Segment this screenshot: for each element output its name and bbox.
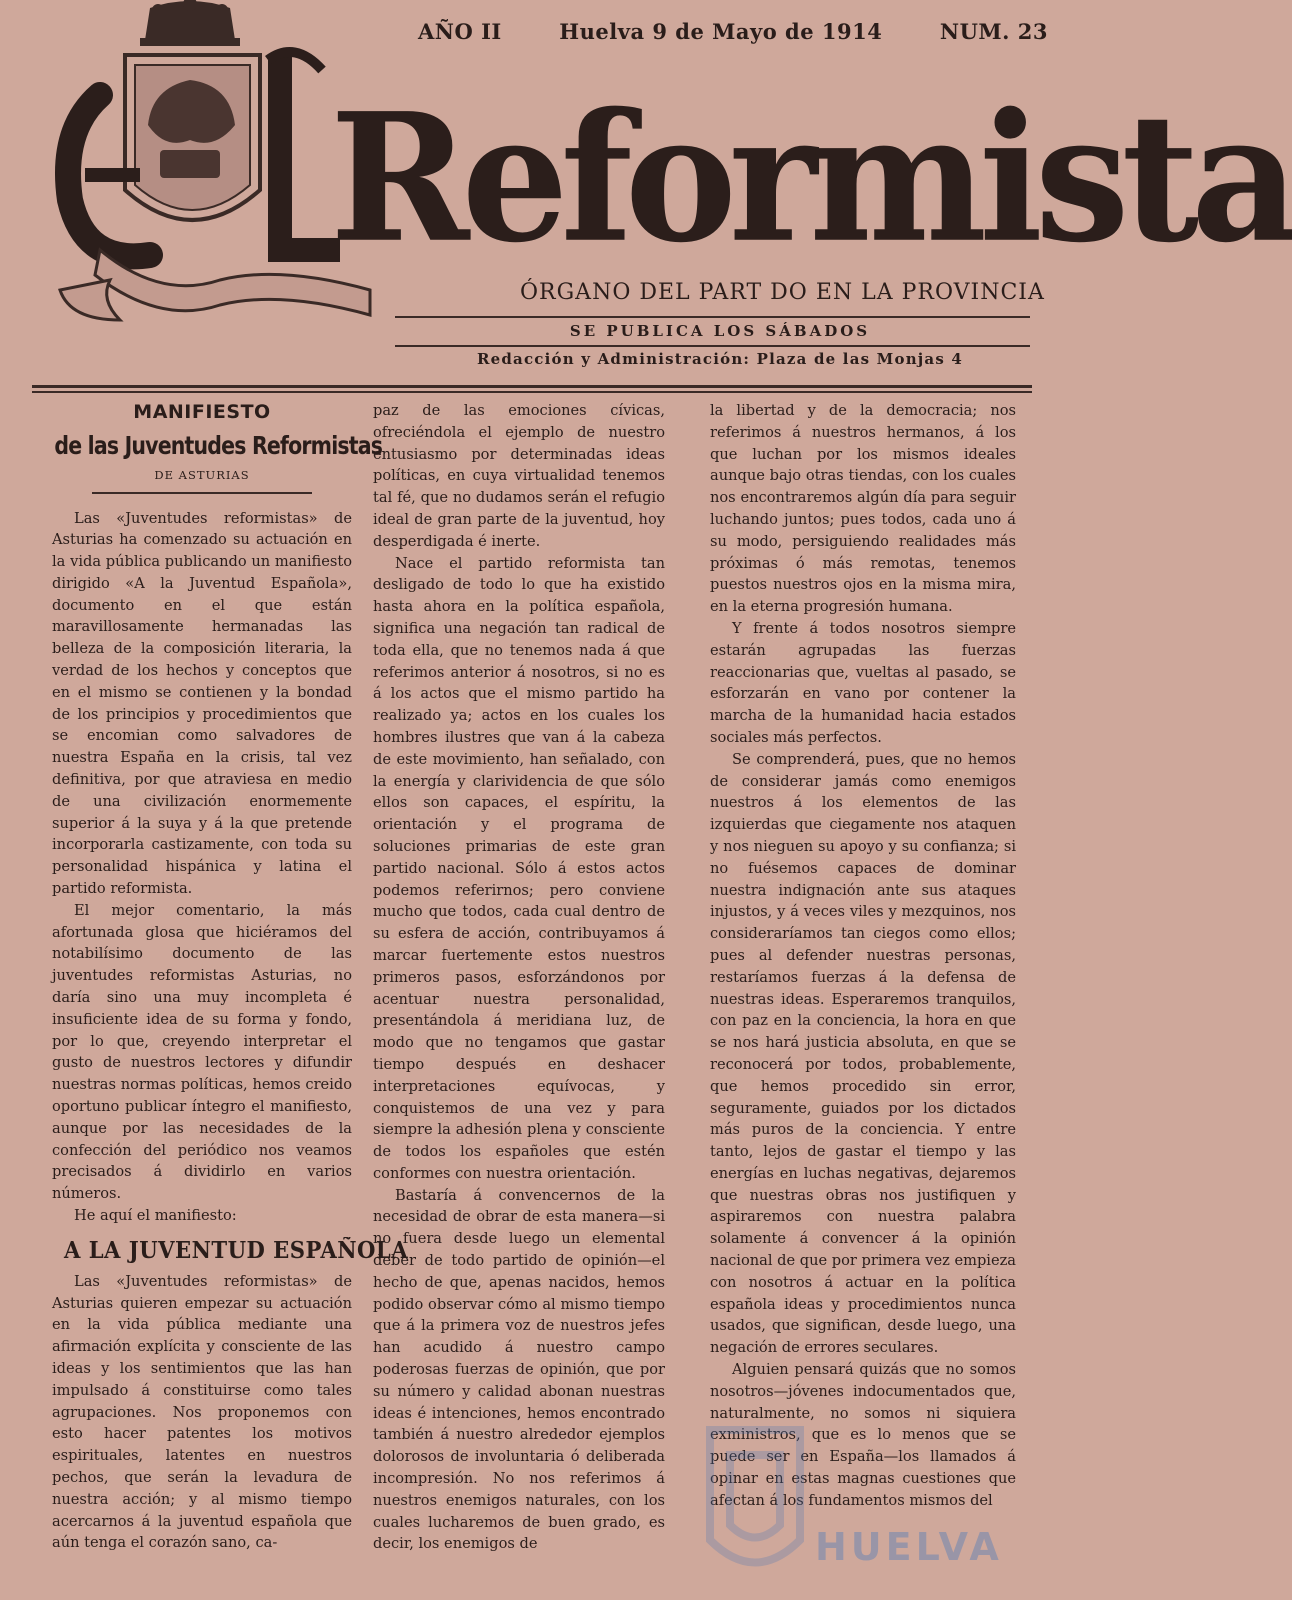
- masthead-rule-4: [32, 391, 1032, 393]
- issue-info-line: [418, 14, 1048, 48]
- column-2: [373, 400, 665, 1555]
- manifesto-paragraph-1: Las «Juventudes reformistas» de Asturias quieren empezar su actuación en la vida pública mediante una afirmación explícita y consciente de las ideas y los sentimientos que las han impulsado á constituirse como tales agrupaciones. Nos proponemos con esto hacer patentes los motivos espirituales, latentes en nuestros pechos, que serán la levadura de nuestra acción; y al mismo tiempo acercarnos á la juventud española que aún tenga el corazón sano, ca-: [52, 1272, 352, 1552]
- section-title: A LA JUVENTUD ESPAÑOLA: [64, 1236, 409, 1264]
- newspaper-subtitle: ÓRGANO DEL PART DO EN LA PROVINCIA: [520, 280, 1045, 305]
- masthead-rule-2: [395, 345, 1030, 347]
- col2-paragraph-3: Bastaría á convencernos de la necesidad de obrar de esta manera—si no fuera desde luego un elemental deber de todo partido de opinión—el hecho de que, apenas nacidos, hemos podido observar cómo al mismo tiempo que á la primera voz de nuestros jefes han acudido á nuestro campo poderosas fuerzas de opinión, que por su número y calidad abonan nuestras ideas é intenciones, hemos encontrado también á nuestro alrededor ejemplos dolorosos de involuntaria ó deliberada incompresión. No nos referimos á nuestros enemigos naturales, con los cuales lucharemos de buen grado, es decir, los enemigos de: [373, 1186, 665, 1553]
- intro-paragraph-3: He aquí el manifiesto:: [74, 1207, 237, 1224]
- article-byline: DE ASTURIAS: [154, 468, 250, 482]
- intro-paragraph-2: El mejor comentario, la más afortunada glosa que hiciéramos del notabilísimo documento de las juventudes reformistas Asturias, no daría sino una muy incompleta é insuficiente idea de su forma y fondo, por lo que, creyendo interpretar el gusto de nuestros lectores y difundir nuestras normas políticas, hemos creido oportuno publicar íntegro el manifiesto, aunque por las necesidades de la confección del periódico nos veamos precisados á dividirlo en varios números.: [52, 901, 352, 1203]
- issue-date: Huelva 9 de Mayo de 1914: [559, 18, 883, 44]
- column-1: [52, 400, 409, 1554]
- col3-paragraph-1: la libertad y de la democracia; nos referimos á nuestros hermanos, á los que luchan por los mismos ideales aunque bajo otras tiendas, con los cuales nos encontraremos algún día para seguir luchando juntos; pues todos, cada uno á su modo, persiguiendo realidades más próximas ó más remotas, tenemos puestos nuestros ojos en la misma mira, en la eterna progresión humana.: [710, 402, 1016, 616]
- headline-divider: [92, 492, 312, 494]
- editorial-address: Redacción y Administración: Plaza de las Monjas 4: [476, 350, 964, 368]
- col3-paragraph-4: Alguien pensará quizás que no somos nosotros—jóvenes indocumentados que, naturalmente, no somos ni siquiera exministros, que es lo menos que se puede ser en España—los llamados á opinar en estas magnas cuestiones que afectan á los fundamentos mismos del: [710, 1361, 1016, 1509]
- article-headline: de las Juventudes Reformistas: [54, 431, 383, 460]
- intro-paragraph-1: Las «Juventudes reformistas» de Asturias ha comenzado su actuación en la vida pública publicando un manifiesto dirigido «A la Juventud Española», documento en el que están maravillosamente hermanadas las belleza de la composición literaria, la verdad de los hechos y conceptos que en el mismo se contienen y la bondad de los principios y procedimientos que se encomian como salvadores de nuestra España en la crisis, tal vez definitiva, por que atraviesa en medio de una civilización enormemente superior á la suya y á la que pretende incorporarla castizamente, con toda su personalidad hispánica y latina el partido reformista.: [52, 509, 352, 898]
- issue-number: NUM. 23: [939, 18, 1048, 44]
- col2-paragraph-1: paz de las emociones cívicas, ofreciéndola el ejemplo de nuestro entusiasmo por determinadas ideas políticas, en cuya virtualidad tenemos tal fé, que no dudamos serán el refugio ideal de gran parte de la juventud, hoy desperdigada é inerte.: [373, 402, 665, 550]
- masthead-rule-1: [395, 316, 1030, 318]
- article-kicker: MANIFIESTO: [133, 401, 271, 423]
- publication-days: SE PUBLICA LOS SÁBADOS: [569, 322, 871, 340]
- masthead-rule-3: [32, 385, 1032, 388]
- col2-paragraph-2: Nace el partido reformista tan desligado de todo lo que ha existido hasta ahora en la política española, significa una negación tan radical de toda ella, que no tenemos nada á que referimos anterior á nosotros, si no es á los actos que el mismo partido ha realizado ya; actos en los cuales los hombres ilustres que van á la cabeza de este movimiento, han señalado, con la energía y clarividencia de que sólo ellos son capaces, el espíritu, la orientación y el programa de soluciones primarias de este gran partido nacional. Sólo á estos actos podemos referirnos; pero conviene mucho que todos, cada cual dentro de su esfera de acción, contribuyamos á marcar fuertemente estos nuestros primeros pasos, esforzándonos por acentuar nuestra personalidad, presentándola á meridiana luz, de modo que no tengamos que gastar tiempo después en deshacer interpretaciones equívocas, y conquistemos de una vez y para siempre la adhesión plena y consciente de todos los españoles que estén conformes con nuestra orientación.: [373, 554, 665, 1182]
- col3-paragraph-3: Se comprenderá, pues, que no hemos de considerar jamás como enemigos nuestros á los elementos de las izquierdas que ciegamente nos ataquen y nos nieguen su apoyo y su confianza; si no fuésemos capaces de dominar nuestra indignación ante sus ataques injustos, y á veces viles y mezquinos, nos consideraríamos tan ciegos como ellos; pues al defender nuestras personas, restaríamos fuerzas á la defensa de nuestras ideas. Esperaremos tranquilos, con paz en la conciencia, la hora en que se nos hará justicia absoluta, en que se reconocerá por todos, probablemente, que hemos procedido sin error, seguramente, guiados por los dictados más puros de la conciencia. Y entre tanto, lejos de gastar el tiempo y las energías en luchas negativas, dejaremos que nuestras obras nos justifiquen y aspiraremos con nuestra palabra solamente á convencer á la opinión nacional de que por primera vez empieza con nosotros á actuar en la política española ideas y procedimientos nunca usados, que significan, desde luego, una negación de errores seculares.: [710, 750, 1017, 1357]
- column-3: [710, 400, 1016, 1512]
- issue-year: AÑO II: [418, 18, 502, 44]
- newspaper-title: Reformista: [330, 73, 1292, 282]
- watermark-text: HUELVA: [815, 1525, 1003, 1569]
- col3-paragraph-2: Y frente á todos nosotros siempre estarán agrupadas las fuerzas reaccionarias que, vueltas al pasado, se esforzarán en vano por contener la marcha de la humanidad hacia estados sociales más perfectos.: [710, 619, 1016, 746]
